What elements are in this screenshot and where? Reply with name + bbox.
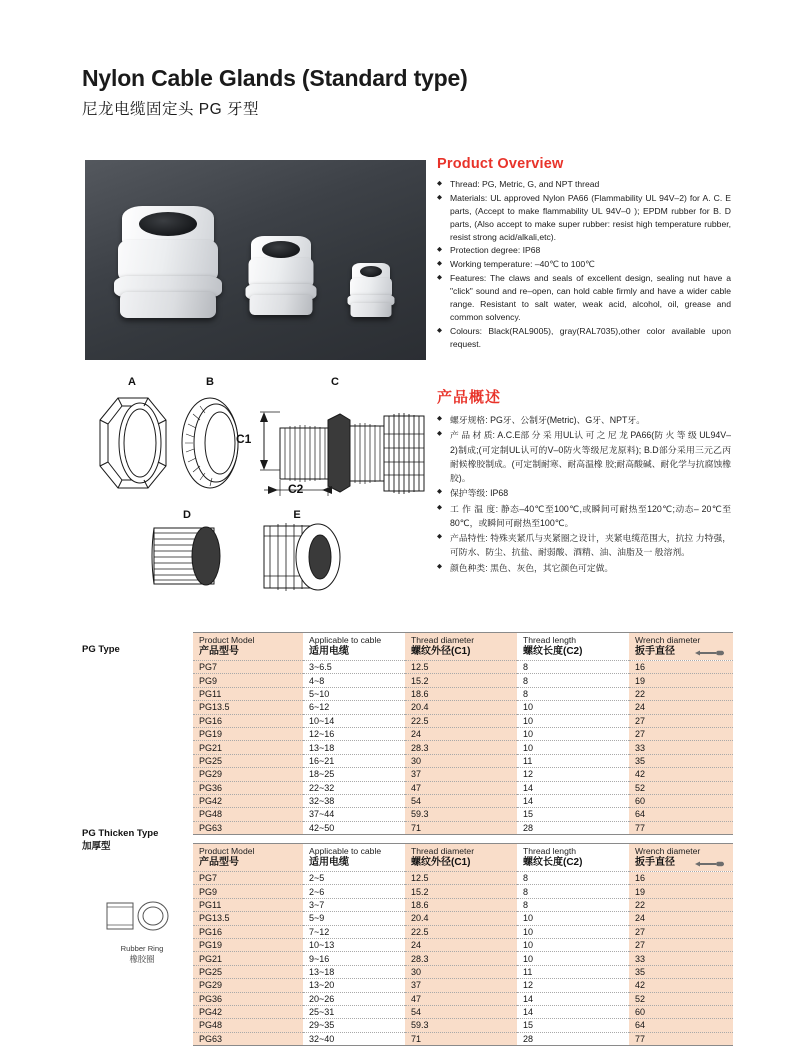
table-row <box>193 781 733 794</box>
cell-thread-len: 14 <box>517 1005 629 1018</box>
part-label-c: C <box>331 376 339 388</box>
table-row <box>193 1005 733 1018</box>
cell-thread-dia: 18.6 <box>405 898 517 911</box>
cell-wrench: 16 <box>629 872 733 885</box>
cell-thread-len: 8 <box>517 872 629 885</box>
cell-thread-dia: 24 <box>405 938 517 951</box>
cell-thread-len: 14 <box>517 781 629 794</box>
product-overview-list-cn <box>437 413 731 575</box>
cell-model: PG48 <box>193 1019 303 1032</box>
table-row <box>193 965 733 978</box>
cell-thread-len: 8 <box>517 661 629 674</box>
list-item: ◆ Working temperature: –40℃ to 100℃ <box>437 258 731 271</box>
cell-model: PG29 <box>193 979 303 992</box>
table-row <box>193 1032 733 1045</box>
col-header-model-en: Product Model <box>199 635 255 646</box>
cell-model: PG13.5 <box>193 912 303 925</box>
cell-model: PG36 <box>193 992 303 1005</box>
cell-cable: 42~50 <box>309 822 335 833</box>
list-item: ◆ Protection degree: IP68 <box>437 244 731 257</box>
cell-thread-dia: 15.2 <box>405 885 517 898</box>
col-header-wrench-diameter <box>629 633 733 661</box>
col-header-thread-diameter-en: Thread diameter <box>411 846 475 857</box>
col-header-wrench-diameter-en: Wrench diameter <box>635 846 701 857</box>
rubber-ring-figure <box>101 895 183 966</box>
cell-model: PG29 <box>193 768 303 781</box>
cell-thread-len: 28 <box>523 822 534 833</box>
cell-thread-len: 14 <box>517 794 629 807</box>
cell-thread-len: 10 <box>517 714 629 727</box>
col-header-thread-diameter <box>405 844 517 872</box>
col-header-model-cn: 产品型号 <box>199 645 239 657</box>
col-header-cable-en: Applicable to cable <box>309 635 382 646</box>
cell-cable: 6~12 <box>303 701 405 714</box>
cell-model: PG63 <box>193 1032 303 1045</box>
pg-thicken-table-block <box>193 843 733 1046</box>
cable-gland-small <box>347 260 395 322</box>
col-header-model-cn: 产品型号 <box>199 856 239 868</box>
pg-type-table-block <box>193 632 733 835</box>
cell-thread-len: 10 <box>517 741 629 754</box>
table-row <box>193 794 733 807</box>
table-label-pg-thicken-cn: 加厚型 <box>82 840 111 852</box>
cell-thread-dia: 59.3 <box>405 1019 517 1032</box>
page-header <box>82 66 722 119</box>
list-item: ◆ 产品特性: 特殊夹紧爪与夹紧圈之设计，夹紧电缆范围大，抗拉 力特强，可防水、防尘、抗盐、耐弱酸、酒精、油、油脂及一 般溶剂。 <box>437 531 731 560</box>
cell-cable: 9~16 <box>303 952 405 965</box>
cell-thread-len: 10 <box>517 912 629 925</box>
cell-model: PG9 <box>193 674 303 687</box>
cell-model: PG16 <box>193 714 303 727</box>
cell-thread-len: 10 <box>517 925 629 938</box>
cell-wrench: 27 <box>629 925 733 938</box>
cell-thread-dia: 24 <box>405 727 517 740</box>
cell-wrench: 22 <box>629 687 733 700</box>
cell-model: PG25 <box>193 754 303 767</box>
cell-wrench: 27 <box>629 938 733 951</box>
cell-model: PG42 <box>193 794 303 807</box>
col-header-thread-length-en: Thread length <box>523 635 577 646</box>
cell-thread-dia: 28.3 <box>405 952 517 965</box>
col-header-wrench-diameter-en: Wrench diameter <box>635 635 701 646</box>
table-label-pg-type-en: PG Type <box>82 644 120 655</box>
cell-thread-dia: 12.5 <box>405 872 517 885</box>
dimension-label-c1: C1 <box>236 432 252 446</box>
cell-cable: 2~5 <box>303 872 405 885</box>
col-header-thread-diameter <box>405 633 517 661</box>
cell-cable: 5~9 <box>303 912 405 925</box>
col-header-wrench-diameter-cn: 扳手直径 <box>635 856 675 868</box>
cable-gland-medium <box>245 232 317 322</box>
cell-cable: 37~44 <box>303 808 405 821</box>
cell-model: PG11 <box>193 687 303 700</box>
cell-model: PG7 <box>193 661 303 674</box>
cell-cable: 5~10 <box>303 687 405 700</box>
cell-thread-dia: 18.6 <box>405 687 517 700</box>
cell-wrench: 16 <box>629 661 733 674</box>
table-row <box>193 687 733 700</box>
cell-wrench: 19 <box>629 674 733 687</box>
cell-thread-len: 10 <box>517 701 629 714</box>
col-header-cable <box>303 633 405 661</box>
product-overview-en <box>437 156 731 352</box>
product-overview-heading-cn: 产品概述 <box>437 389 502 406</box>
cell-thread-len: 11 <box>517 754 629 767</box>
cell-thread-dia: 15.2 <box>405 674 517 687</box>
rubber-ring-caption <box>101 944 183 966</box>
cell-model: PG48 <box>193 808 303 821</box>
cell-wrench: 33 <box>629 952 733 965</box>
cell-wrench: 24 <box>629 912 733 925</box>
table-row <box>193 938 733 951</box>
cell-wrench: 60 <box>629 1005 733 1018</box>
cell-thread-len: 12 <box>517 768 629 781</box>
cell-wrench: 33 <box>629 741 733 754</box>
cell-model: PG16 <box>193 925 303 938</box>
cell-cable: 22~32 <box>303 781 405 794</box>
cell-wrench: 35 <box>629 965 733 978</box>
col-header-cable-en: Applicable to cable <box>309 846 382 857</box>
cell-wrench: 64 <box>629 808 733 821</box>
cell-cable: 32~38 <box>303 794 405 807</box>
cell-cable: 32~40 <box>309 1033 335 1044</box>
table-row <box>193 1019 733 1032</box>
col-header-model <box>193 633 303 661</box>
pg-thicken-table-body <box>193 872 733 1046</box>
col-header-model-en: Product Model <box>199 846 255 857</box>
cell-thread-dia: 71 <box>405 821 517 834</box>
cell-model: PG11 <box>193 898 303 911</box>
col-header-cable-cn: 适用电缆 <box>309 645 349 657</box>
col-header-thread-diameter-en: Thread diameter <box>411 635 475 646</box>
list-item: ◆ Colours: Black(RAL9005), gray(RAL7035),other color available upon request. <box>437 325 731 351</box>
cell-thread-len: 8 <box>517 687 629 700</box>
cell-model: PG21 <box>193 952 303 965</box>
cell-cable: 12~16 <box>303 727 405 740</box>
list-item: ◆ 螺牙规格: PG牙、公制牙(Metric)、G牙、NPT牙。 <box>437 413 731 427</box>
table-row <box>193 872 733 885</box>
cell-cable: 13~18 <box>303 741 405 754</box>
cell-model: PG21 <box>193 741 303 754</box>
page-subtitle-cn: 尼龙电缆固定头 PG 牙型 <box>82 100 260 118</box>
table-row <box>193 925 733 938</box>
cell-thread-len: 8 <box>517 898 629 911</box>
table-row <box>193 885 733 898</box>
cell-thread-dia: 30 <box>405 965 517 978</box>
cell-cable: 18~25 <box>303 768 405 781</box>
col-header-thread-diameter-cn: 螺纹外径(C1) <box>411 645 471 657</box>
table-row <box>193 952 733 965</box>
table-label-pg-type <box>82 644 120 657</box>
part-label-e: E <box>293 509 301 521</box>
cell-model: PG25 <box>193 965 303 978</box>
cell-cable: 25~31 <box>303 1005 405 1018</box>
table-row <box>193 808 733 821</box>
cell-cable: 20~26 <box>303 992 405 1005</box>
table-row <box>193 727 733 740</box>
table-row <box>193 821 733 834</box>
pg-type-table <box>193 632 733 835</box>
col-header-thread-length <box>517 844 629 872</box>
table-row <box>193 674 733 687</box>
cell-thread-dia: 20.4 <box>405 701 517 714</box>
cable-gland-large <box>113 200 223 320</box>
product-photo <box>82 150 429 371</box>
table-row <box>193 898 733 911</box>
table-label-pg-thicken-type <box>82 828 158 854</box>
wrench-icon <box>693 860 727 868</box>
cell-cable: 3~7 <box>303 898 405 911</box>
cell-cable: 13~20 <box>303 979 405 992</box>
cell-thread-dia: 30 <box>405 754 517 767</box>
cell-thread-len: 15 <box>517 808 629 821</box>
cell-cable: 7~12 <box>303 925 405 938</box>
list-item: ◆ 工 作 温 度: 静态–40℃至100℃,或瞬间可耐热至120℃;动态– 20℃至80℃，或瞬间可耐热至100℃。 <box>437 502 731 531</box>
cell-wrench: 42 <box>629 768 733 781</box>
cell-thread-dia: 28.3 <box>405 741 517 754</box>
cell-wrench: 64 <box>629 1019 733 1032</box>
list-item: ◆ Materials: UL approved Nylon PA66 (Flammability UL 94V–2) for A. C. E parts, (Accept to make flammability UL 94V–0 ); EPDM rubber for B. D parts, (Also accept to make super rubber: resist high temperature rubber, resist strong acid/alkali,etc). <box>437 192 731 244</box>
col-header-thread-diameter-cn: 螺纹外径(C1) <box>411 856 471 868</box>
col-header-wrench-diameter-cn: 扳手直径 <box>635 645 675 657</box>
table-row <box>193 741 733 754</box>
cell-cable: 2~6 <box>303 885 405 898</box>
dimension-label-c2: C2 <box>288 482 304 496</box>
table-row <box>193 714 733 727</box>
cell-thread-dia: 47 <box>405 781 517 794</box>
col-header-model <box>193 844 303 872</box>
list-item: ◆ 保护等级: IP68 <box>437 486 731 500</box>
cell-model: PG63 <box>193 821 303 834</box>
cell-cable: 16~21 <box>303 754 405 767</box>
cell-model: PG13.5 <box>193 701 303 714</box>
cell-wrench: 52 <box>629 992 733 1005</box>
table-row <box>193 754 733 767</box>
cell-model: PG42 <box>193 1005 303 1018</box>
table-row <box>193 979 733 992</box>
table-header-row <box>193 844 733 872</box>
cell-wrench: 27 <box>629 714 733 727</box>
col-header-thread-length-en: Thread length <box>523 846 577 857</box>
part-label-a: A <box>128 376 136 388</box>
cell-model: PG36 <box>193 781 303 794</box>
cell-model: PG7 <box>193 872 303 885</box>
col-header-thread-length-cn: 螺纹长度(C2) <box>523 856 583 868</box>
rubber-ring-label-en: Rubber Ring <box>120 944 164 953</box>
cell-wrench: 24 <box>629 701 733 714</box>
product-overview-heading-en: Product Overview <box>437 156 564 172</box>
product-overview-list-en <box>437 178 731 351</box>
cell-thread-len: 28 <box>523 1033 534 1044</box>
cell-thread-len: 15 <box>517 1019 629 1032</box>
col-header-thread-length-cn: 螺纹长度(C2) <box>523 645 583 657</box>
cell-thread-dia: 22.5 <box>405 714 517 727</box>
list-item: ◆ 颜色种类: 黑色、灰色，其它颜色可定做。 <box>437 561 731 575</box>
exploded-parts-diagram <box>92 376 432 614</box>
cell-thread-dia: 37 <box>405 979 517 992</box>
col-header-wrench-diameter <box>629 844 733 872</box>
cell-thread-len: 11 <box>517 965 629 978</box>
col-header-cable-cn: 适用电缆 <box>309 856 349 868</box>
cell-thread-dia: 37 <box>405 768 517 781</box>
cell-thread-dia: 20.4 <box>405 912 517 925</box>
cell-thread-len: 12 <box>517 979 629 992</box>
pg-type-table-body <box>193 661 733 835</box>
cell-cable: 3~6.5 <box>303 661 405 674</box>
table-row <box>193 661 733 674</box>
cell-wrench: 77 <box>629 821 733 834</box>
cell-wrench: 35 <box>629 754 733 767</box>
page-title: Nylon Cable Glands (Standard type) <box>82 65 468 91</box>
cell-thread-len: 10 <box>517 952 629 965</box>
cell-thread-len: 14 <box>517 992 629 1005</box>
table-row <box>193 992 733 1005</box>
table-header-row <box>193 633 733 661</box>
cell-thread-dia: 54 <box>405 794 517 807</box>
list-item: ◆ Thread: PG, Metric, G, and NPT thread <box>437 178 731 191</box>
cell-wrench: 22 <box>629 898 733 911</box>
cell-thread-dia: 47 <box>405 992 517 1005</box>
rubber-ring-label-cn: 橡胶圈 <box>129 954 155 965</box>
col-header-thread-length <box>517 633 629 661</box>
diagram-linework <box>92 376 432 614</box>
wrench-icon <box>693 649 727 657</box>
cell-cable: 10~14 <box>303 714 405 727</box>
cell-cable: 29~35 <box>303 1019 405 1032</box>
table-label-pg-thicken-en: PG Thicken Type <box>82 828 159 839</box>
product-overview-cn <box>437 386 731 576</box>
table-row <box>193 701 733 714</box>
cell-model: PG9 <box>193 885 303 898</box>
cell-wrench: 42 <box>629 979 733 992</box>
cell-model: PG19 <box>193 727 303 740</box>
cell-cable: 13~18 <box>303 965 405 978</box>
list-item: ◆ 产 品 材 质: A.C.E部 分 采 用UL认 可 之 尼 龙 PA66(防 火 等 级 UL94V–2)制成;(可定制UL认可的V–0防火等级尼龙原料); B.D部分采用三元乙丙耐候橡胶制成。(可定制耐寒、耐高温橡 胶;耐高酸碱、耐化学与抗腐蚀橡胶)。 <box>437 428 731 485</box>
cell-thread-dia: 59.3 <box>405 808 517 821</box>
cell-wrench: 52 <box>629 781 733 794</box>
table-row <box>193 768 733 781</box>
product-photo-scene <box>85 160 426 360</box>
cell-cable: 10~13 <box>303 938 405 951</box>
part-label-b: B <box>206 376 214 388</box>
cell-wrench: 19 <box>629 885 733 898</box>
cell-cable: 4~8 <box>303 674 405 687</box>
cell-wrench: 77 <box>629 1032 733 1045</box>
cell-model: PG19 <box>193 938 303 951</box>
part-label-d: D <box>183 509 191 521</box>
cell-thread-dia: 12.5 <box>405 661 517 674</box>
cell-thread-len: 8 <box>517 674 629 687</box>
cell-thread-dia: 54 <box>405 1005 517 1018</box>
pg-thicken-table <box>193 843 733 1046</box>
cell-wrench: 60 <box>629 794 733 807</box>
cell-thread-len: 8 <box>517 885 629 898</box>
cell-wrench: 27 <box>629 727 733 740</box>
cell-thread-dia: 22.5 <box>405 925 517 938</box>
cell-thread-len: 10 <box>517 727 629 740</box>
cell-thread-len: 10 <box>517 938 629 951</box>
col-header-cable <box>303 844 405 872</box>
table-row <box>193 912 733 925</box>
cell-thread-dia: 71 <box>405 1032 517 1045</box>
list-item: ◆ Features: The claws and seals of excellent design, sealing nut have a "click" sound and re–open, can hold cable firmly and have a wider cable range. Resistant to salt water, weak acid, alcohol, oil, grease and common solvency. <box>437 272 731 324</box>
rubber-ring-drawing <box>101 895 183 935</box>
